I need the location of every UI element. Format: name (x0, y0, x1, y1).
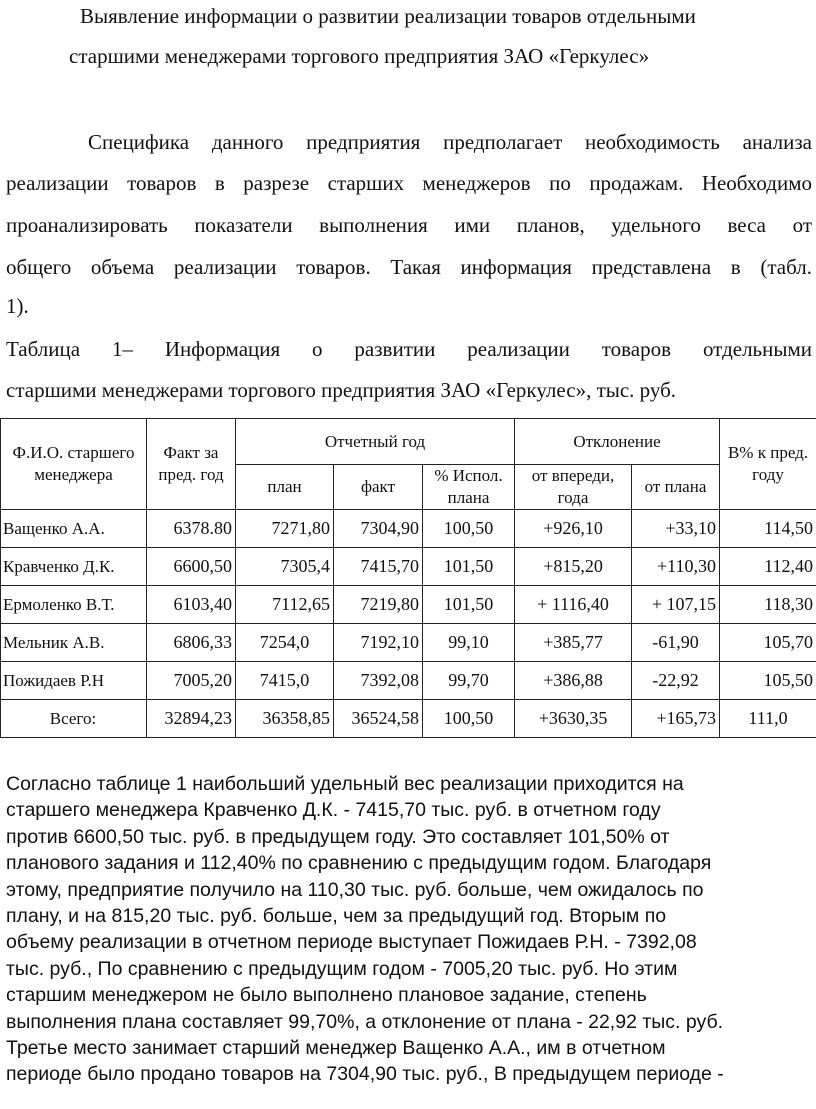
table-row (1, 662, 816, 700)
cell-plan: 7415,0 (236, 662, 334, 700)
cell-dev-prev: +926,10 (515, 510, 632, 548)
table-row (1, 510, 816, 548)
cell-pct: 105,70 (720, 624, 816, 662)
conclusion-paragraph (6, 771, 812, 1088)
cell-total-dev-plan: +165,73 (632, 700, 720, 738)
sales-table (0, 418, 816, 738)
cell-pct: 118,30 (720, 586, 816, 624)
conclusion-line: планового задания и 112,40% по сравнению с предыдущим годом. Благодаря (6, 852, 712, 875)
table-caption-line-2: старшими менеджерами торгового предприятия ЗАО «Геркулес», тыс. руб. (6, 378, 677, 402)
cell-fact: 7219,80 (334, 586, 423, 624)
intro-line-3: проанализировать показатели выполнения ими планов, удельного веса от (6, 213, 812, 237)
header-prev-year: Факт за пред. год (147, 419, 236, 510)
cell-dev-prev: +386,88 (515, 662, 632, 700)
header-report-year: Отчетный год (236, 419, 515, 465)
document-title-line-1: Выявление информации о развитии реализации товаров отдельными (80, 4, 696, 28)
cell-exec: 99,10 (423, 624, 515, 662)
cell-dev-plan: +110,30 (632, 548, 720, 586)
conclusion-line: периоде было продано товаров на 7304,90 тыс. руб., В предыдущем периоде - (6, 1063, 724, 1086)
cell-total-prev: 32894,23 (147, 700, 236, 738)
cell-total-dev-prev: +3630,35 (515, 700, 632, 738)
header-from-plan: от плана (632, 465, 720, 510)
cell-name: Пожидаев Р.Н (1, 662, 147, 700)
cell-exec: 101,50 (423, 586, 515, 624)
cell-exec: 99,70 (423, 662, 515, 700)
cell-fact: 7192,10 (334, 624, 423, 662)
header-deviation: Отклонение (515, 419, 720, 465)
cell-total-pct: 111,0 (720, 700, 816, 738)
intro-line-2: реализации товаров в разрезе старших менеджеров по продажам. Необходимо (6, 171, 812, 195)
table-row (1, 586, 816, 624)
intro-line-5: 1). (6, 294, 29, 318)
conclusion-line: выполнения плана составляет 99,70%, а отклонение от плана - 22,92 тыс. руб. (6, 1010, 724, 1033)
cell-name: Ващенко А.А. (1, 510, 147, 548)
conclusion-line: против 6600,50 тыс. руб. в предыдущем году. Это составляет 101,50% от (6, 825, 670, 848)
cell-dev-plan: + 107,15 (632, 586, 720, 624)
table-caption-line-1: Таблица 1– Информация о развитии реализации товаров отдельными (6, 337, 812, 361)
cell-dev-prev: +815,20 (515, 548, 632, 586)
conclusion-line: старшего менеджера Кравченко Д.К. - 7415,70 тыс. руб. в отчетном году (6, 799, 661, 822)
cell-exec: 101,50 (423, 548, 515, 586)
table-row (1, 624, 816, 662)
header-pct-exec: % Испол. плана (423, 465, 515, 510)
cell-dev-plan: +33,10 (632, 510, 720, 548)
conclusion-line: объему реализации в отчетном периоде выступает Пожидаев Р.Н. - 7392,08 (6, 931, 697, 954)
cell-fact: 7415,70 (334, 548, 423, 586)
document-title-line-2: старшими менеджерами торгового предприятия ЗАО «Геркулес» (69, 44, 650, 68)
cell-total-label: Всего: (1, 700, 147, 738)
cell-fact: 7392,08 (334, 662, 423, 700)
cell-name: Ермоленко В.Т. (1, 586, 147, 624)
table-row (1, 548, 816, 586)
header-fio: Ф.И.О. старшего менеджера (1, 419, 147, 510)
intro-line-1: Специфика данного предприятия предполагает необходимость анализа (88, 130, 812, 154)
cell-prev: 6378.80 (147, 510, 236, 548)
conclusion-line: плану, и на 815,20 тыс. руб. больше, чем за предыдущий год. Вторым по (6, 905, 667, 928)
cell-plan: 7112,65 (236, 586, 334, 624)
cell-dev-prev: + 1116,40 (515, 586, 632, 624)
cell-dev-plan: -61,90 (632, 624, 720, 662)
cell-prev: 6103,40 (147, 586, 236, 624)
conclusion-line: старшим менеджером не было выполнено плановое задание, степень (6, 984, 647, 1007)
header-pct-prev-year: В% к пред. году (720, 419, 816, 510)
conclusion-line: тыс. руб., По сравнению с предыдущим годом - 7005,20 тыс. руб. Но этим (6, 957, 678, 980)
header-plan: план (236, 465, 334, 510)
cell-prev: 6600,50 (147, 548, 236, 586)
cell-exec: 100,50 (423, 510, 515, 548)
cell-plan: 7305,4 (236, 548, 334, 586)
cell-prev: 7005,20 (147, 662, 236, 700)
header-from-prev-year: от впереди, года (515, 465, 632, 510)
cell-pct: 114,50 (720, 510, 816, 548)
cell-pct: 105,50 (720, 662, 816, 700)
cell-pct: 112,40 (720, 548, 816, 586)
conclusion-line: этому, предприятие получило на 110,30 тыс. руб. больше, чем ожидалось по (6, 878, 704, 901)
cell-dev-prev: +385,77 (515, 624, 632, 662)
cell-name: Кравченко Д.К. (1, 548, 147, 586)
cell-plan: 7271,80 (236, 510, 334, 548)
conclusion-line: Согласно таблице 1 наибольший удельный вес реализации приходится на (6, 773, 684, 795)
cell-total-exec: 100,50 (423, 700, 515, 738)
conclusion-line: Третье место занимает старший менеджер Ващенко А.А., им в отчетном (6, 1037, 666, 1060)
header-fact: факт (334, 465, 423, 510)
cell-fact: 7304,90 (334, 510, 423, 548)
cell-name: Мельник А.В. (1, 624, 147, 662)
cell-total-plan: 36358,85 (236, 700, 334, 738)
intro-line-4: общего объема реализации товаров. Такая информация представлена в (табл. (6, 255, 812, 279)
cell-prev: 6806,33 (147, 624, 236, 662)
cell-dev-plan: -22,92 (632, 662, 720, 700)
cell-total-fact: 36524,58 (334, 700, 423, 738)
cell-plan: 7254,0 (236, 624, 334, 662)
table-total-row (1, 700, 816, 738)
